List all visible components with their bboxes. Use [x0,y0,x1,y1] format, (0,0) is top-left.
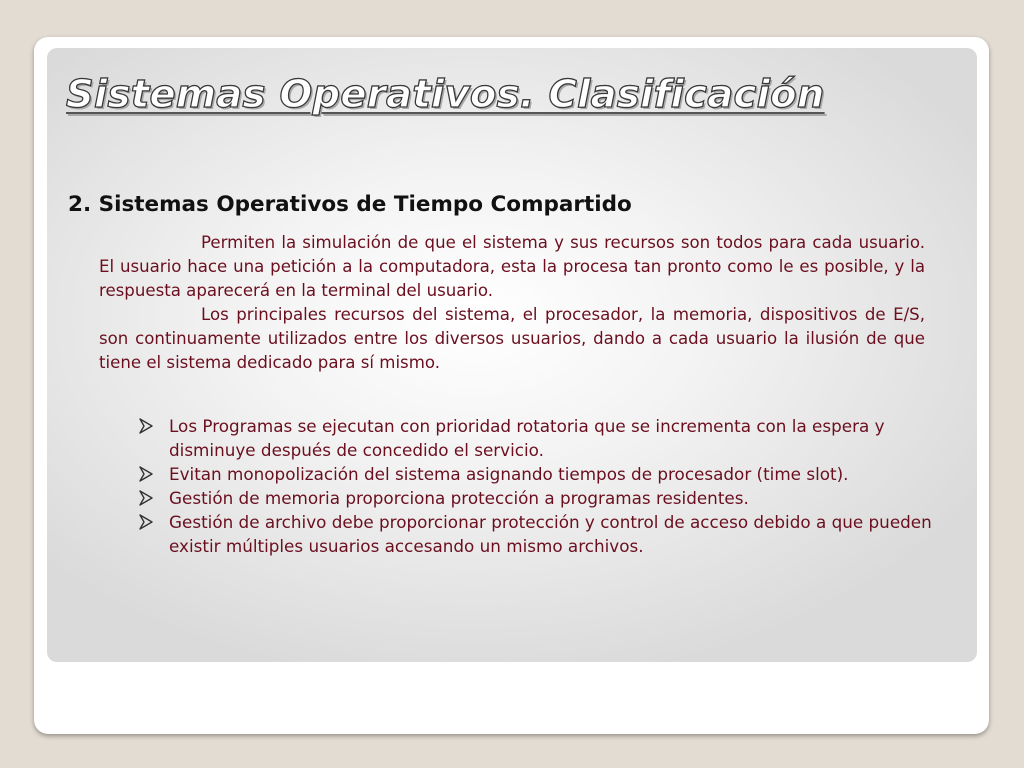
bullet-item [132,462,932,486]
section-heading: 2. Sistemas Operativos de Tiempo Compartido [68,192,632,217]
bullet-text: Evitan monopolización del sistema asignando tiempos de procesador (time slot). [169,464,849,484]
bullet-list [132,414,932,558]
arrowhead-bullet-icon [138,490,154,506]
bullet-text: Gestión de archivo debe proporcionar protección y control de acceso debido a que pueden existir múltiples usuarios accesando un mismo archivos. [169,512,932,556]
bullet-text: Los Programas se ejecutan con prioridad rotatoria que se incrementa con la espera y disminuye después de concedido el servicio. [169,416,885,460]
arrowhead-bullet-icon [138,466,154,482]
bullet-item [132,510,932,558]
arrowhead-bullet-icon [138,514,154,530]
bullet-text: Gestión de memoria proporciona protección a programas residentes. [169,488,749,508]
bullet-item [132,486,932,510]
paragraph-1: Permiten la simulación de que el sistema y sus recursos son todos para cada usuario. El usuario hace una petición a la computadora, esta la procesa tan pronto como le es posible, y la respuesta aparecerá en la terminal del usuario. [99,233,925,300]
paragraph-2: Los principales recursos del sistema, el procesador, la memoria, dispositivos de E/S, son continuamente utilizados entre los diversos usuarios, dando a cada usuario la ilusión de que tiene el sistema dedicado para sí mismo. [99,305,925,372]
arrowhead-bullet-icon [138,418,154,434]
slide-title: Sistemas Operativos. Clasificación [66,72,825,117]
bullet-item [132,414,932,462]
